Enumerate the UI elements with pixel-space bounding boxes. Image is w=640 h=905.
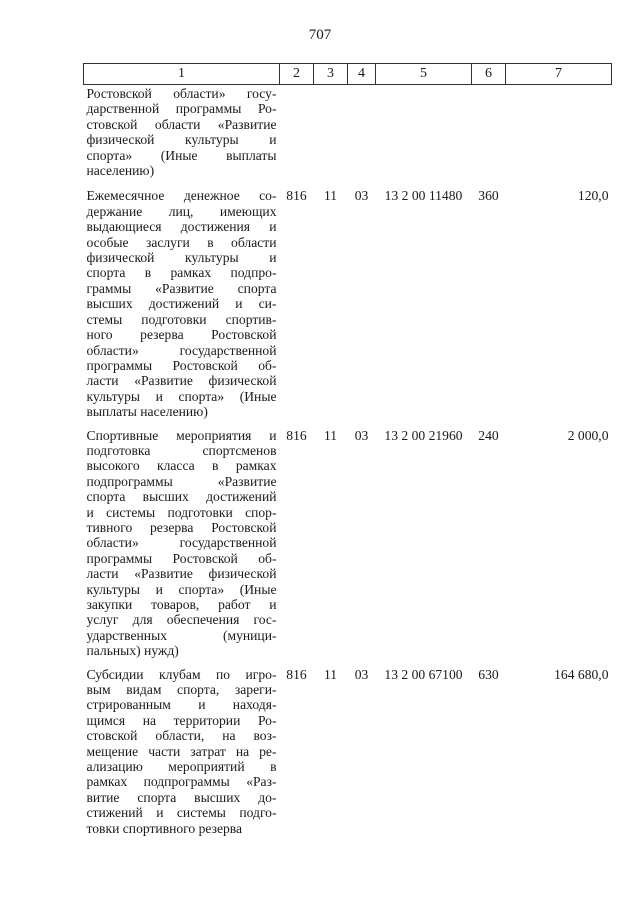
- table-row: [84, 85, 612, 181]
- description-line: области» государственной: [86, 342, 277, 358]
- col-4-cell: 03: [354, 666, 369, 682]
- description-line: щимся на территории Ро-: [86, 712, 277, 728]
- description-line: тивного резерва Ростовской: [86, 519, 277, 535]
- description-line: физической культуры и: [86, 132, 277, 148]
- col-2-cell: 816: [286, 427, 307, 443]
- header-cell-7: 7: [506, 64, 612, 85]
- description-line: и системы подготовки спор-: [86, 504, 277, 520]
- description-line: культуры и спорта» (Иные: [86, 388, 277, 404]
- description-line: товки спортивного резерва: [86, 820, 243, 836]
- col-4-cell: 03: [354, 188, 369, 204]
- description-line: услуг для обеспечения гос-: [86, 612, 277, 628]
- description-line: Субсидии клубам по игро-: [86, 666, 277, 682]
- header-cell-1: 1: [84, 64, 280, 85]
- page-number: 707: [308, 27, 332, 43]
- col-3-cell: 11: [323, 666, 338, 682]
- header-cell-4: 4: [348, 64, 376, 85]
- description-line: спорта в рамках подпро-: [86, 265, 277, 281]
- description-line: подготовка спортсменов: [86, 442, 277, 458]
- description-line: спорта высших достижений: [86, 489, 277, 505]
- description-line: витие спорта высших до-: [86, 789, 277, 805]
- description-line: ударственных (муници-: [86, 627, 277, 643]
- budget-table: [83, 63, 612, 836]
- row-description: [84, 420, 280, 659]
- col-2-cell: 816: [286, 666, 307, 682]
- table-row: [84, 659, 612, 836]
- description-line: выплаты населению): [86, 404, 208, 420]
- description-line: выдающиеся достижения и: [86, 219, 277, 235]
- amount-cell: 2 000,0: [567, 427, 609, 443]
- description-line: ласти «Развитие физической: [86, 373, 277, 389]
- header-cell-5: 5: [376, 64, 472, 85]
- col-5-cell: [376, 85, 472, 181]
- description-line: стовской области, на воз-: [86, 728, 277, 744]
- description-line: подпрограммы «Развитие: [86, 473, 277, 489]
- amount-cell: 120,0: [577, 188, 609, 204]
- description-line: Спортивные мероприятия и: [86, 427, 277, 443]
- col-6-cell: 240: [478, 427, 499, 443]
- description-line: населению): [86, 163, 155, 179]
- header-cell-6: 6: [472, 64, 506, 85]
- description-line: вым видам спорта, зареги-: [86, 682, 277, 698]
- col-3-cell: [314, 85, 348, 181]
- col-4-cell: [348, 85, 376, 181]
- description-line: стрированным и находя-: [86, 697, 277, 713]
- description-line: стемы подготовки спортив-: [86, 311, 277, 327]
- description-line: держание лиц, имеющих: [86, 203, 277, 219]
- description-line: дарственной программы Ро-: [86, 101, 277, 117]
- col-4-cell: 03: [354, 427, 369, 443]
- description-line: закупки товаров, работ и: [86, 597, 277, 612]
- col-3-cell: 11: [323, 427, 338, 443]
- description-line: ализацию мероприятий в: [86, 759, 277, 775]
- amount-cell: 164 680,0: [554, 666, 609, 682]
- header-cell-2: 2: [280, 64, 314, 85]
- table-row: [84, 180, 612, 419]
- description-line: культуры и спорта» (Иные: [86, 581, 277, 597]
- table-row: [84, 420, 612, 659]
- description-line: ного резерва Ростовской: [86, 327, 277, 343]
- description-line: Ежемесячное денежное со-: [86, 188, 277, 204]
- col-2-cell: 816: [286, 188, 307, 204]
- description-line: стижений и системы подго-: [86, 805, 277, 821]
- description-line: высших достижений и си-: [86, 296, 277, 312]
- col-5-cell: 13 2 00 21960: [384, 427, 463, 443]
- col-3-cell: 11: [323, 188, 338, 204]
- description-line: рамках подпрограммы «Раз-: [86, 774, 277, 790]
- description-line: программы Ростовской об-: [86, 357, 277, 373]
- col-6-cell: [472, 85, 506, 181]
- row-description: [84, 180, 280, 419]
- description-line: области» государственной: [86, 535, 277, 551]
- description-line: спорта» (Иные выплаты: [86, 147, 277, 163]
- description-line: пальных) нужд): [86, 643, 179, 659]
- col-5-cell: 13 2 00 11480: [384, 188, 463, 204]
- description-line: высокого класса в рамках: [86, 458, 277, 474]
- col-2-cell: [280, 85, 314, 181]
- description-line: Ростовской области» госу-: [86, 86, 277, 101]
- col-6-cell: 630: [478, 666, 499, 682]
- description-line: граммы «Развитие спорта: [86, 280, 277, 296]
- row-description: [84, 85, 280, 181]
- row-description: [84, 659, 280, 836]
- amount-cell: [506, 85, 612, 181]
- header-cell-3: 3: [314, 64, 348, 85]
- description-line: мещение части затрат на ре-: [86, 743, 277, 759]
- col-5-cell: 13 2 00 67100: [384, 666, 463, 682]
- description-line: физической культуры и: [86, 250, 277, 266]
- col-6-cell: 360: [478, 188, 499, 204]
- description-line: ласти «Развитие физической: [86, 566, 277, 582]
- description-line: особые заслуги в области: [86, 234, 277, 250]
- description-line: программы Ростовской об-: [86, 550, 277, 566]
- header-row: [84, 64, 612, 85]
- description-line: стовской области «Развитие: [86, 116, 277, 132]
